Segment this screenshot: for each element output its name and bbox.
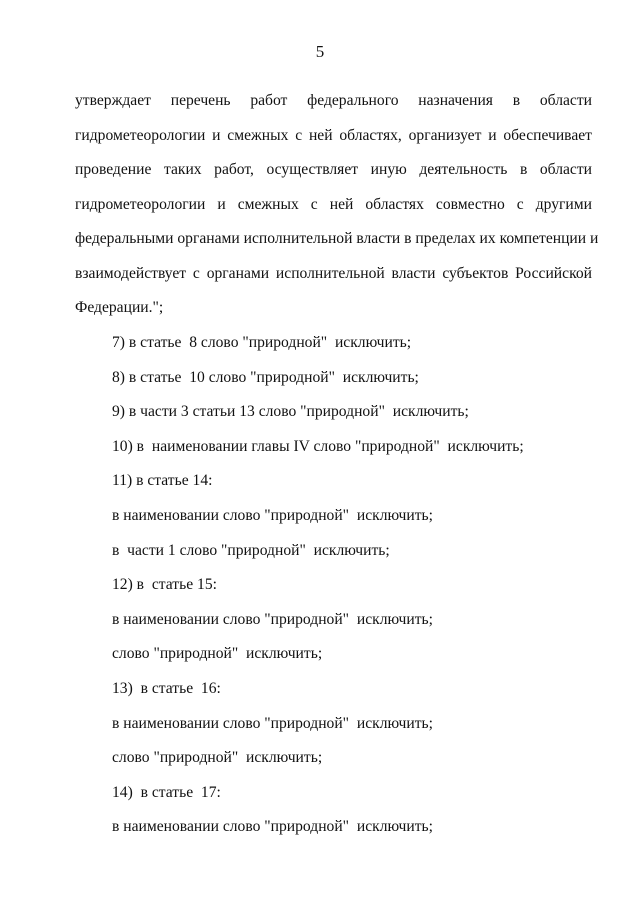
paragraph-line: проведение таких работ, осуществляет иную деятельность в области — [75, 161, 592, 178]
amendment-item: в наименовании слово "природной" исключить; — [112, 610, 433, 628]
paragraph-line: утверждает перечень работ федерального назначения в области — [75, 92, 592, 109]
paragraph-line: гидрометеорологии и смежных с ней областях совместно с другими — [75, 195, 592, 213]
amendment-item: в части 1 слово "природной" исключить; — [112, 541, 390, 559]
amendment-item: в наименовании слово "природной" исключить; — [112, 818, 433, 836]
paragraph-line: гидрометеорологии и смежных с ней областях, организует и обеспечивает — [75, 126, 592, 144]
amendment-item: 12) в статье 15: — [112, 576, 217, 594]
amendment-item: 9) в части 3 статьи 13 слово "природной" исключить; — [112, 403, 469, 421]
amendment-item: 8) в статье 10 слово "природной" исключить; — [112, 368, 419, 386]
amendment-item: в наименовании слово "природной" исключить; — [112, 714, 433, 732]
amendment-item: 14) в статье 17: — [112, 783, 221, 801]
amendment-list — [112, 326, 592, 845]
paragraph-line: федеральными органами исполнительной власти в пределах их компетенции и — [75, 230, 599, 247]
amendment-item: слово "природной" исключить; — [112, 749, 323, 767]
amendment-item: 7) в статье 8 слово "природной" исключить; — [112, 334, 412, 351]
amendment-item: 13) в статье 16: — [112, 679, 221, 697]
amendment-item: в наименовании слово "природной" исключить; — [112, 506, 433, 524]
intro-paragraph — [75, 84, 599, 326]
amendment-item: 10) в наименовании главы IV слово "природной" исключить; — [112, 437, 524, 455]
amendment-item: слово "природной" исключить; — [112, 645, 323, 663]
page-number: 5 — [315, 42, 325, 61]
paragraph-line: Федерации."; — [75, 299, 164, 316]
paragraph-line: взаимодействует с органами исполнительной власти субъектов Российской — [75, 264, 592, 282]
amendment-item: 11) в статье 14: — [112, 472, 213, 490]
